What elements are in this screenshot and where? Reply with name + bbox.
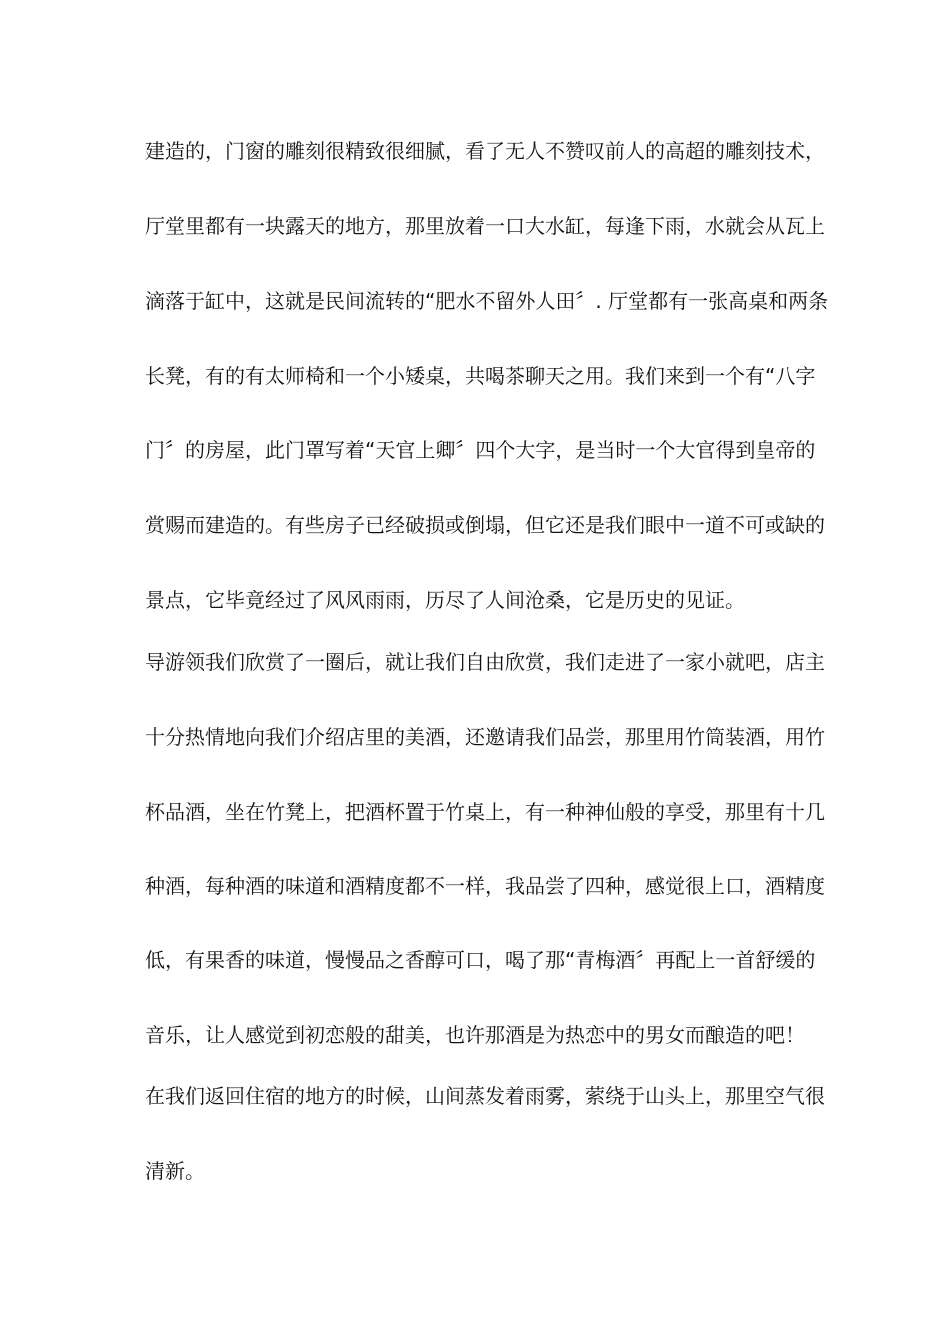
text-line: 门〞的房屋，此门罩写着“天官上卿〞四个大字，是当时一个大官得到皇帝的 — [145, 438, 816, 462]
text-line: 景点，它毕竟经过了风风雨雨，历尽了人间沧桑，它是历史的见证。 — [145, 588, 745, 612]
text-line: 种酒，每种酒的味道和酒精度都不一样，我品尝了四种，感觉很上口，酒精度 — [145, 874, 825, 898]
text-line: 在我们返回住宿的地方的时候，山间蒸发着雨雾，萦绕于山头上，那里空气很 — [145, 1084, 825, 1108]
text-line: 清新。 — [145, 1159, 205, 1183]
text-line: 厅堂里都有一块露天的地方，那里放着一口大水缸，每逢下雨，水就会从瓦上 — [145, 214, 825, 238]
text-line: 长凳，有的有太师椅和一个小矮桌，共喝茶聊天之用。我们来到一个有“八字 — [145, 364, 816, 388]
text-line: 滴落于缸中，这就是民间流转的“肥水不留外人田〞. 厅堂都有一张高桌和两条 — [145, 289, 829, 313]
text-line: 杯品酒，坐在竹凳上，把酒杯置于竹桌上，有一种神仙般的享受，那里有十几 — [145, 800, 825, 824]
text-line: 音乐，让人感觉到初恋般的甜美，也许那酒是为热恋中的男女而酿造的吧！ — [145, 1023, 805, 1047]
text-line: 十分热情地向我们介绍店里的美酒，还邀请我们品尝，那里用竹筒装酒，用竹 — [145, 725, 825, 749]
text-line: 导游领我们欣赏了一圈后，就让我们自由欣赏，我们走进了一家小就吧，店主 — [145, 650, 825, 674]
text-line: 建造的，门窗的雕刻很精致很细腻，看了无人不赞叹前人的高超的雕刻技术， — [145, 139, 825, 163]
text-line: 低，有果香的味道，慢慢品之香醇可口，喝了那“青梅酒〞再配上一首舒缓的 — [145, 948, 816, 972]
text-line: 赏赐而建造的。有些房子已经破损或倒塌，但它还是我们眼中一道不可或缺的 — [145, 513, 825, 537]
